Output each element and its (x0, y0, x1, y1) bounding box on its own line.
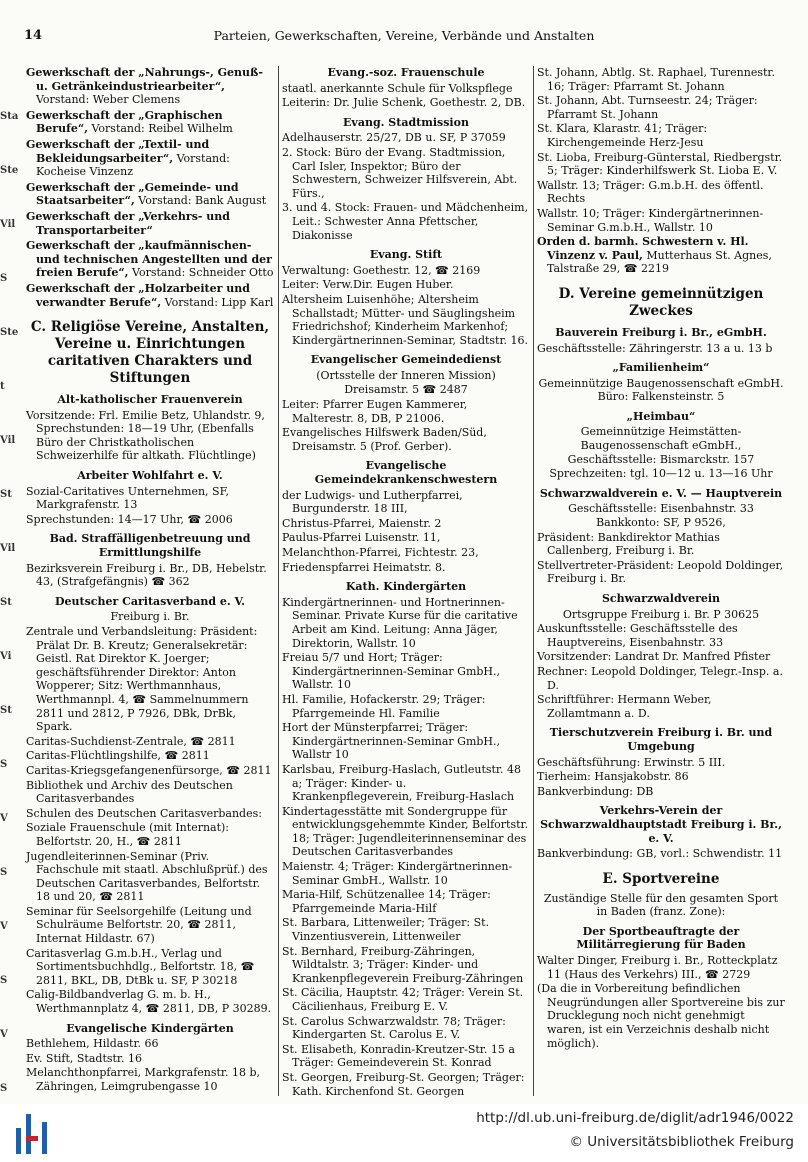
entry-text: Rechner: Leopold Doldinger, Telegr.-Insp. a. D. (537, 664, 783, 692)
page-title: Parteien, Gewerkschaften, Vereine, Verbände und Anstalten (213, 28, 595, 43)
university-library-logo (12, 1112, 54, 1156)
column-middle (282, 66, 530, 1099)
centered-line: Gemeinnützige Heimstätten-Baugenossenschaft eGmbH., Geschäftsstelle: Bismarckstr. 157 (567, 425, 755, 466)
entry-text: Sozial-Caritatives Unternehmen, SF, Markgrafenstr. 13 (26, 484, 229, 512)
entry-detail: Vorstand: Lipp Karl (161, 295, 274, 309)
entry-text: Vorsitzende: Frl. Emilie Betz, Uhlandstr. 9, Sprechstunden: 18—19 Uhr, (Ebenfalls Büro der Christkatholischen Schweizerhilfe für altkath. Flüchtlinge) (26, 408, 265, 463)
entry-detail: Vorstand: Bank August (134, 194, 267, 208)
entry-text: St. Barbara, Littenweiler; Träger: St. Vinzentiusverein, Littenweiler (282, 916, 490, 944)
entry-text: Caritas-Suchdienst-Zentrale, ☎ 2811 (26, 734, 236, 748)
entry-text: (Da die in Vorbereitung befindlichen Neugründungen aller Sportvereine bis zur Drucklegung noch nicht genehmigt waren, ist ein Verzeichnis deshalb nicht möglich). (537, 982, 785, 1050)
viewer-footer (0, 1104, 808, 1162)
margin-fragment: V (0, 921, 8, 932)
margin-fragment: S (0, 975, 8, 986)
organization-heading: Bad. Straffälligenbetreuung und Ermittlungshilfe (49, 532, 251, 560)
entry-text: Leiterin: Dr. Julie Schenk, Goethestr. 2, DB. (282, 96, 526, 110)
entry-text: Maienstr. 4; Träger: Kindergärtnerinnen-Seminar GmbH., Wallstr. 10 (282, 860, 513, 887)
directory-entry (537, 235, 785, 276)
margin-fragment: Vi (0, 651, 12, 662)
entry-text: Präsident: Bankdirektor Mathias Callenberg, Freiburg i. Br. (537, 530, 720, 558)
centered-line: Gemeinnützige Baugenossenschaft eGmbH. Büro: Falkensteinstr. 5 (538, 376, 784, 404)
entry-name: Gewerkschaft der „Nahrungs-, Genuß- u. Getränkeindustriearbeiter“, (26, 66, 263, 93)
margin-fragment: St (0, 489, 12, 500)
entry-text: Tierheim: Hansjakobstr. 86 (537, 770, 689, 784)
entry-detail: Vorstand: Reibel Wilhelm (87, 122, 233, 136)
directory-entry (26, 282, 274, 309)
directory-entry (26, 66, 274, 107)
margin-fragment: Ste (0, 327, 19, 338)
directory-entry (26, 138, 274, 179)
entry-text: Soziale Frauenschule (mit Internat): Belfortstr. 20, H., ☎ 2811 (26, 821, 230, 848)
entry-text: Stellvertreter-Präsident: Leopold Doldinger, Freiburg i. Br. (537, 558, 784, 586)
entry-text: Zentrale und Verbandsleitung: Präsident: Prälat Dr. B. Kreutz; Generalsekretär: Geistl. Rat Direktor K. Joerger; geschäftsführender Direktor: Anton Wopperer; Sitz: Werthmannhaus, Werthmannpl. 4, ☎ Sammelnummern 2811 und 2812, P 7926, DBk, DrBk, Spark. (26, 625, 258, 734)
entry-text: Wallstr. 10; Träger: Kindergärtnerinnen-Seminar G.m.b.H., Wallstr. 10 (537, 206, 764, 234)
entry-text: Seminar für Seelsorgehilfe (Leitung und Schulräume Belfortstr. 20, ☎ 2811, Internat Hildastr. 67) (26, 904, 252, 946)
entry-text: Schulen des Deutschen Caritasverbandes: (26, 806, 262, 820)
entry-text: Freiau 5/7 und Hort; Träger: Kindergärtnerinnen-Seminar GmbH., Wallstr. 10 (282, 651, 500, 692)
organization-heading: Evangelische Kindergärten (66, 1021, 234, 1035)
organization-heading: Arbeiter Wohlfahrt e. V. (77, 469, 223, 483)
entry-text: Hl. Familie, Hofackerstr. 29; Träger: Pfarrgemeinde Hl. Familie (282, 692, 486, 720)
margin-fragment: Vil (0, 219, 16, 230)
centered-line: Ortsgruppe Freiburg i. Br. P 30625 (562, 607, 760, 621)
entry-name: Gewerkschaft der „Verkehrs- und Transportarbeiter“ (26, 209, 230, 237)
entry-text: Adelhauserstr. 25/27, DB u. SF, P 37059 (282, 131, 506, 145)
organization-heading: Evangelischer Gemeindedienst (310, 353, 502, 367)
centered-line: (Ortsstelle der Inneren Mission) (316, 368, 496, 382)
entry-text: Kindertagesstätte mit Sondergruppe für entwicklungsgehemmte Kinder, Belfortstr. 18; Träger: Jugendleiterinnenseminar des Deutschen Caritasverbandes (282, 804, 529, 859)
entry-text: Altersheim Luisenhöhe; Altersheim Schallstadt; Mütter- und Säuglingsheim Friedrichshof; Kinderheim Markenhof; Kindergärtnerinnen-Seminar, Stadtstr. 16. (282, 292, 529, 347)
directory-entry (26, 109, 274, 136)
entry-text: Schriftführer: Hermann Weber, Zollamtmann a. D. (537, 693, 712, 720)
entry-text: Calig-Bildbandverlag G. m. b. H., Werthmannplatz 4, ☎ 2811, DB, P 30289. (26, 988, 272, 1016)
margin-fragment: t (0, 381, 5, 392)
permalink-url[interactable]: http://dl.ub.uni-freiburg.de/diglit/adr1946/0022 (476, 1110, 794, 1126)
margin-fragment: St (0, 597, 12, 608)
centered-line: Geschäftsstelle: Eisenbahnstr. 33 Bankkonto: SF, P 9526, (568, 502, 754, 530)
entry-text: St. Elisabeth, Konradin-Kreutzer-Str. 15 a Träger: Gemeindeverein St. Konrad (282, 1042, 515, 1070)
entry-detail: Vorstand: Schneider Otto (128, 266, 274, 280)
entry-text: St. Johann, Abtlg. St. Raphael, Turennestr. 16; Träger: Pfarramt St. Johann (537, 66, 775, 93)
organization-heading: Schwarzwaldverein (601, 592, 721, 605)
organization-heading: Schwarzwaldverein e. V. — Hauptverein (539, 486, 783, 500)
entry-text: Maria-Hilf, Schützenallee 14; Träger: Pfarrgemeinde Maria-Hilf (282, 888, 491, 915)
entry-text: Ev. Stift, Stadtstr. 16 (26, 1051, 142, 1065)
entry-text: Bankverbindung: GB, vorl.: Schwendistr. 11 (537, 847, 783, 861)
organization-heading: Evangelische Gemeindekrankenschwestern (314, 459, 498, 487)
entry-text: Walter Dinger, Freiburg i. Br., Rotteckplatz 11 (Haus des Verkehrs) III., ☎ 2729 (537, 954, 778, 981)
section-heading: E. Sportvereine (602, 870, 720, 887)
organization-heading: Bauverein Freiburg i. Br., eGmbH. (555, 325, 767, 339)
entry-text: der Ludwigs- und Lutherpfarrei, Burgunderstr. 18 III, (282, 488, 463, 516)
directory-entry (26, 181, 274, 208)
organization-heading: Alt-katholischer Frauenverein (57, 393, 243, 407)
entry-text: 2. Stock: Büro der Evang. Stadtmission, Carl Isler, Inspektor; Büro der Schwestern, Schweizer Hilfsverein, Abt. Fürs., (282, 145, 518, 200)
entry-text: 3. und 4. Stock: Frauen- und Mädchenheim, Leit.: Schwester Anna Pfettscher, Diakonisse (282, 201, 529, 242)
entry-text: Bibliothek und Archiv des Deutschen Caritasverbandes (26, 778, 233, 806)
entry-text: Geschäftsführung: Erwinstr. 5 III. (537, 755, 726, 769)
entry-text: Melanchthonpfarrei, Markgrafenstr. 18 b, Zähringen, Leimgrubengasse 10 (26, 1066, 261, 1093)
entry-name: Gewerkschaft der „Holzarbeiter und verwandter Berufe“, (26, 281, 250, 309)
entry-text: St. Georgen, Freiburg-St. Georgen; Träger: Kath. Kirchenfond St. Georgen (282, 1070, 525, 1098)
margin-fragment: S (0, 867, 8, 878)
organization-heading: „Familienheim“ (612, 361, 710, 375)
entry-text: Leiter: Pfarrer Eugen Kammerer, Malterestr. 8, DB, P 21006. (282, 398, 468, 425)
column-right (537, 66, 785, 1051)
entry-text: St. Lioba, Freiburg-Günterstal, Riedbergstr. 5; Träger: Kinderhilfswerk St. Lioba E. V. (537, 150, 783, 178)
column-left (26, 66, 274, 1095)
margin-fragment: Sta (0, 111, 19, 122)
organization-heading: Kath. Kindergärten (345, 580, 467, 594)
page-number: 14 (24, 28, 43, 43)
entry-text: Verwaltung: Goethestr. 12, ☎ 2169 (282, 263, 481, 277)
entry-text: staatl. anerkannte Schule für Volkspflege (282, 81, 513, 95)
organization-heading: „Heimbau“ (626, 409, 696, 423)
entry-text: Geschäftsstelle: Zähringerstr. 13 a u. 13 b (537, 341, 773, 355)
margin-fragment: Vil (0, 543, 16, 554)
entry-text: St. Cäcilia, Hauptstr. 42; Träger: Verein St. Cäcilienhaus, Freiburg E. V. (282, 986, 524, 1013)
entry-name: Gewerkschaft der „Textil- und Bekleidungsarbeiter“, (26, 137, 210, 165)
organization-heading: Der Sportbeauftragte der Militärregierung für Baden (576, 924, 746, 952)
entry-text: Paulus-Pfarrei Luisenstr. 11, (282, 531, 441, 545)
margin-fragment: Ste (0, 165, 19, 176)
centered-line: Zuständige Stelle für den gesamten Sport in Baden (franz. Zone): (543, 891, 779, 919)
page-header (0, 28, 808, 46)
entry-detail: Mutterhaus St. Agnes, Talstraße 29, ☎ 2219 (547, 248, 772, 276)
organization-heading: Evang. Stift (369, 248, 443, 262)
entry-text: Melanchthon-Pfarrei, Fichtestr. 23, (282, 546, 479, 559)
entry-text: Caritasverlag G.m.b.H., Verlag und Sortimentsbuchhdlg., Belfortstr. 18, ☎ 2811, BKL, DB, DtBk u. SF, P 30218 (26, 946, 255, 987)
directory-entry (26, 210, 274, 237)
organization-heading: Evang.-soz. Frauenschule (327, 66, 485, 79)
centered-line: Dreisamstr. 5 ☎ 2487 (344, 383, 468, 397)
organization-heading: Verkehrs-Verein der Schwarzwaldhauptstadt Freiburg i. Br., e. V. (540, 804, 782, 845)
left-margin-fragments (0, 90, 22, 1104)
entry-name: Orden d. barmh. Schwestern v. Hl. Vinzenz v. Paul, (537, 235, 749, 262)
entry-text: Christus-Pfarrei, Maienstr. 2 (282, 516, 442, 530)
entry-detail: Vorstand: Weber Clemens (36, 93, 181, 107)
entry-text: Hort der Münsterpfarrei; Träger: Kindergärtnerinnen-Seminar GmbH., Wallstr 10 (282, 721, 500, 762)
margin-fragment: S (0, 273, 8, 284)
centered-line: Freiburg i. Br. (110, 610, 190, 624)
margin-fragment: St (0, 705, 12, 716)
organization-heading: Evang. Stadtmission (343, 115, 469, 129)
entry-text: Bethlehem, Hildastr. 66 (26, 1037, 159, 1051)
entry-text: Evangelisches Hilfswerk Baden/Süd, Dreisamstr. 5 (Prof. Gerber). (282, 426, 487, 453)
margin-fragment: S (0, 759, 8, 770)
entry-text: Vorsitzender: Landrat Dr. Manfred Pfister (537, 650, 771, 664)
margin-fragment: V (0, 1029, 8, 1040)
column-rule (278, 66, 279, 1096)
entry-text: St. Johann, Abt. Turnseestr. 24; Träger: Pfarramt St. Johann (537, 94, 758, 121)
section-heading: C. Religiöse Vereine, Anstalten, Vereine u. Einrichtungen caritativen Charakters und Stiftungen (30, 319, 270, 387)
entry-text: Jugendleiterinnen-Seminar (Priv. Fachschule mit staatl. Abschlußprüf.) des Deutschen Caritasverbandes, Belfortstr. 18 und 20, ☎ 2811 (26, 849, 268, 904)
entry-text: Leiter: Verw.Dir. Eugen Huber. (282, 278, 454, 292)
entry-text: Auskunftsstelle: Geschäftsstelle des Hauptvereins, Eisenbahnstr. 33 (537, 622, 738, 649)
margin-fragment: V (0, 813, 8, 824)
section-heading: D. Vereine gemeinnützigen Zweckes (558, 285, 764, 319)
organization-heading: Deutscher Caritasverband e. V. (54, 594, 245, 608)
entry-text: Kindergärtnerinnen- und Hortnerinnen-Seminar. Private Kurse für die caritative Arbeit am Kind. Leitung: Anna Jäger, Direktorin, Wallstr. 10 (282, 595, 518, 650)
entry-name: Gewerkschaft der „kaufmännischen- und technischen Angestellten und der freien Berufe“, (26, 239, 272, 280)
entry-name: Gewerkschaft der „Gemeinde- und Staatsarbeiter“, (26, 180, 239, 208)
copyright-notice: © Universitätsbibliothek Freiburg (569, 1134, 794, 1150)
centered-line: Sprechzeiten: tgl. 10—12 u. 13—16 Uhr (549, 467, 773, 481)
entry-text: Friedenspfarrei Heimatstr. 8. (282, 560, 446, 574)
column-rule (533, 66, 534, 1096)
directory-entry (26, 239, 274, 280)
entry-text: Sprechstunden: 14—17 Uhr, ☎ 2006 (26, 512, 233, 526)
entry-detail: Vorstand: Kocheise Vinzenz (36, 151, 230, 179)
entry-name: Gewerkschaft der „Graphischen Berufe“, (26, 108, 223, 136)
entry-text: St. Bernhard, Freiburg-Zähringen, Wildtalstr. 3; Träger: Kinder- und Krankenpflegeverein Freiburg-Zähringen (282, 944, 524, 985)
entry-text: Wallstr. 13; Träger: G.m.b.H. des öffentl. Rechts (537, 178, 764, 206)
margin-fragment: Vil (0, 435, 16, 446)
organization-heading: Tierschutzverein Freiburg i. Br. und Umgebung (549, 726, 773, 753)
entry-text: Caritas-Kriegsgefangenenfürsorge, ☎ 2811 (26, 763, 272, 777)
entry-text: St. Klara, Klarastr. 41; Träger: Kirchengemeinde Herz-Jesu (537, 122, 708, 149)
entry-text: Bankverbindung: DB (537, 784, 654, 798)
entry-text: Karlsbau, Freiburg-Haslach, Gutleutstr. 48 a; Träger: Kinder- u. Krankenpflegeverein, Freiburg-Haslach (282, 762, 521, 804)
entry-text: St. Carolus Schwarzwaldstr. 78; Träger: Kindergarten St. Carolus E. V. (282, 1014, 506, 1042)
entry-text: Bezirksverein Freiburg i. Br., DB, Hebelstr. 43, (Strafgefängnis) ☎ 362 (26, 561, 267, 589)
margin-fragment: S (0, 1083, 8, 1094)
entry-text: Caritas-Flüchtlingshilfe, ☎ 2811 (26, 749, 210, 763)
